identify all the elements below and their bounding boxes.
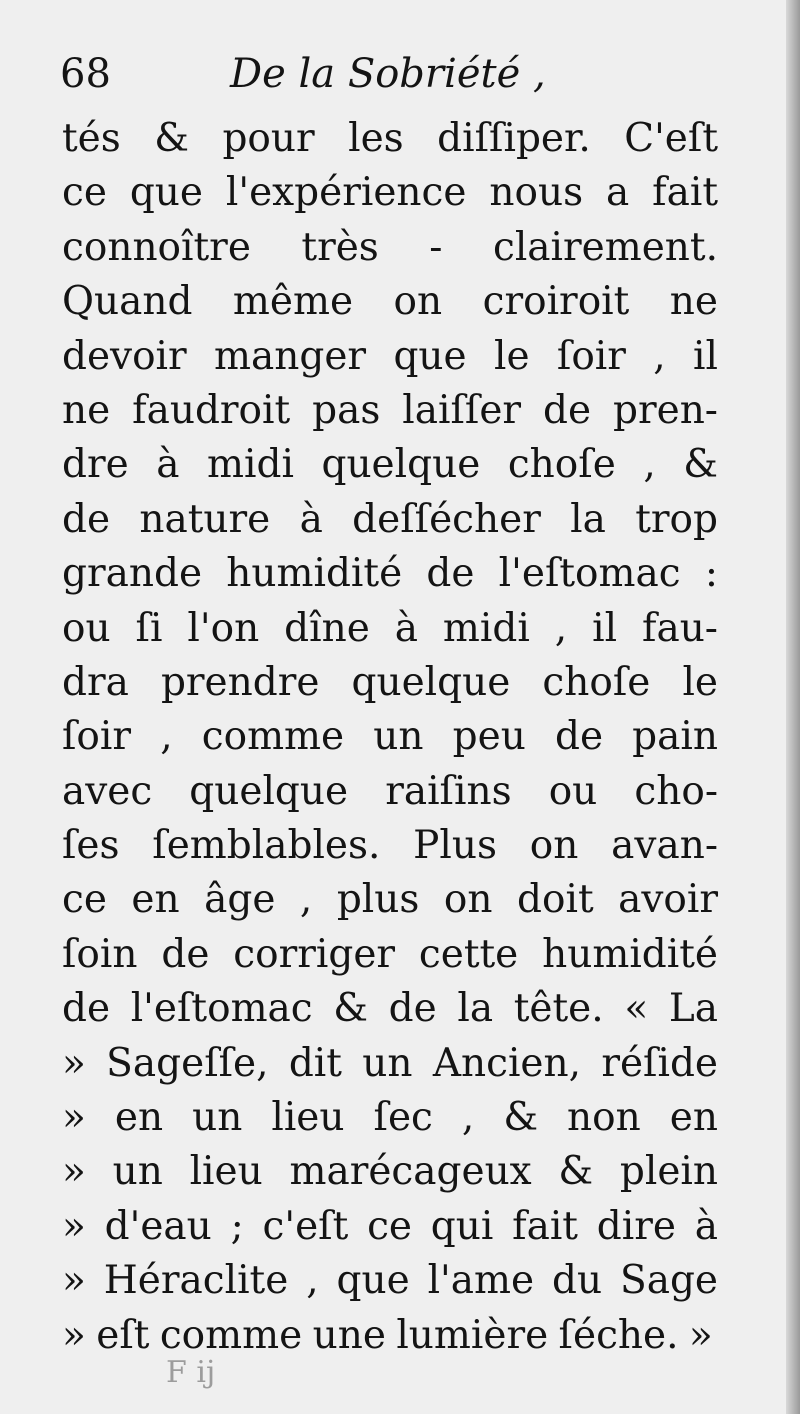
page-header bbox=[60, 44, 720, 104]
text-line: de l'eſtomac & de la tête. « La bbox=[62, 986, 718, 1032]
text-line: » Héraclite , que l'ame du Sage bbox=[62, 1258, 718, 1304]
text-line: » eſt comme une lumière ſéche. » bbox=[62, 1312, 713, 1358]
text-line: connoître très - clairement. bbox=[62, 224, 718, 270]
text-line: » Sageſſe, dit un Ancien, réſide bbox=[62, 1040, 718, 1086]
text-line: devoir manger que le ſoir , il bbox=[62, 333, 718, 379]
text-line: ce en âge , plus on doit avoir bbox=[62, 877, 718, 923]
page-number: 68 bbox=[60, 51, 111, 97]
text-line: ce que l'expérience nous a fait bbox=[62, 170, 718, 216]
page-edge bbox=[786, 0, 800, 1414]
text-line: ſoir , comme un peu de pain bbox=[62, 714, 718, 760]
text-line: dra prendre quelque choſe le bbox=[62, 659, 718, 705]
text-line: ou ſi l'on dîne à midi , il fau- bbox=[62, 605, 718, 651]
text-line: ſes ſemblables. Plus on avan- bbox=[62, 823, 718, 869]
text-line: dre à midi quelque choſe , & bbox=[62, 442, 718, 488]
text-line: grande humidité de l'eſtomac : bbox=[62, 551, 718, 597]
text-line: ſoin de corriger cette humidité bbox=[62, 931, 718, 977]
signature-mark: F ij bbox=[166, 1355, 216, 1390]
text-line: ne faudroit pas laiſſer de pren- bbox=[62, 387, 718, 433]
text-line: tés & pour les diſſiper. C'eſt bbox=[62, 116, 718, 161]
running-title: De la Sobriété , bbox=[230, 51, 546, 97]
text-line: » en un lieu ſec , & non en bbox=[62, 1095, 718, 1141]
text-line: de nature à deſſécher la trop bbox=[62, 496, 718, 542]
body-text bbox=[62, 112, 718, 1363]
text-line: » d'eau ; c'eſt ce qui fait dire à bbox=[62, 1203, 718, 1249]
text-line: Quand même on croiroit ne bbox=[62, 279, 718, 325]
text-line: avec quelque raiſins ou cho- bbox=[62, 768, 718, 814]
text-line: » un lieu marécageux & plein bbox=[62, 1149, 718, 1195]
